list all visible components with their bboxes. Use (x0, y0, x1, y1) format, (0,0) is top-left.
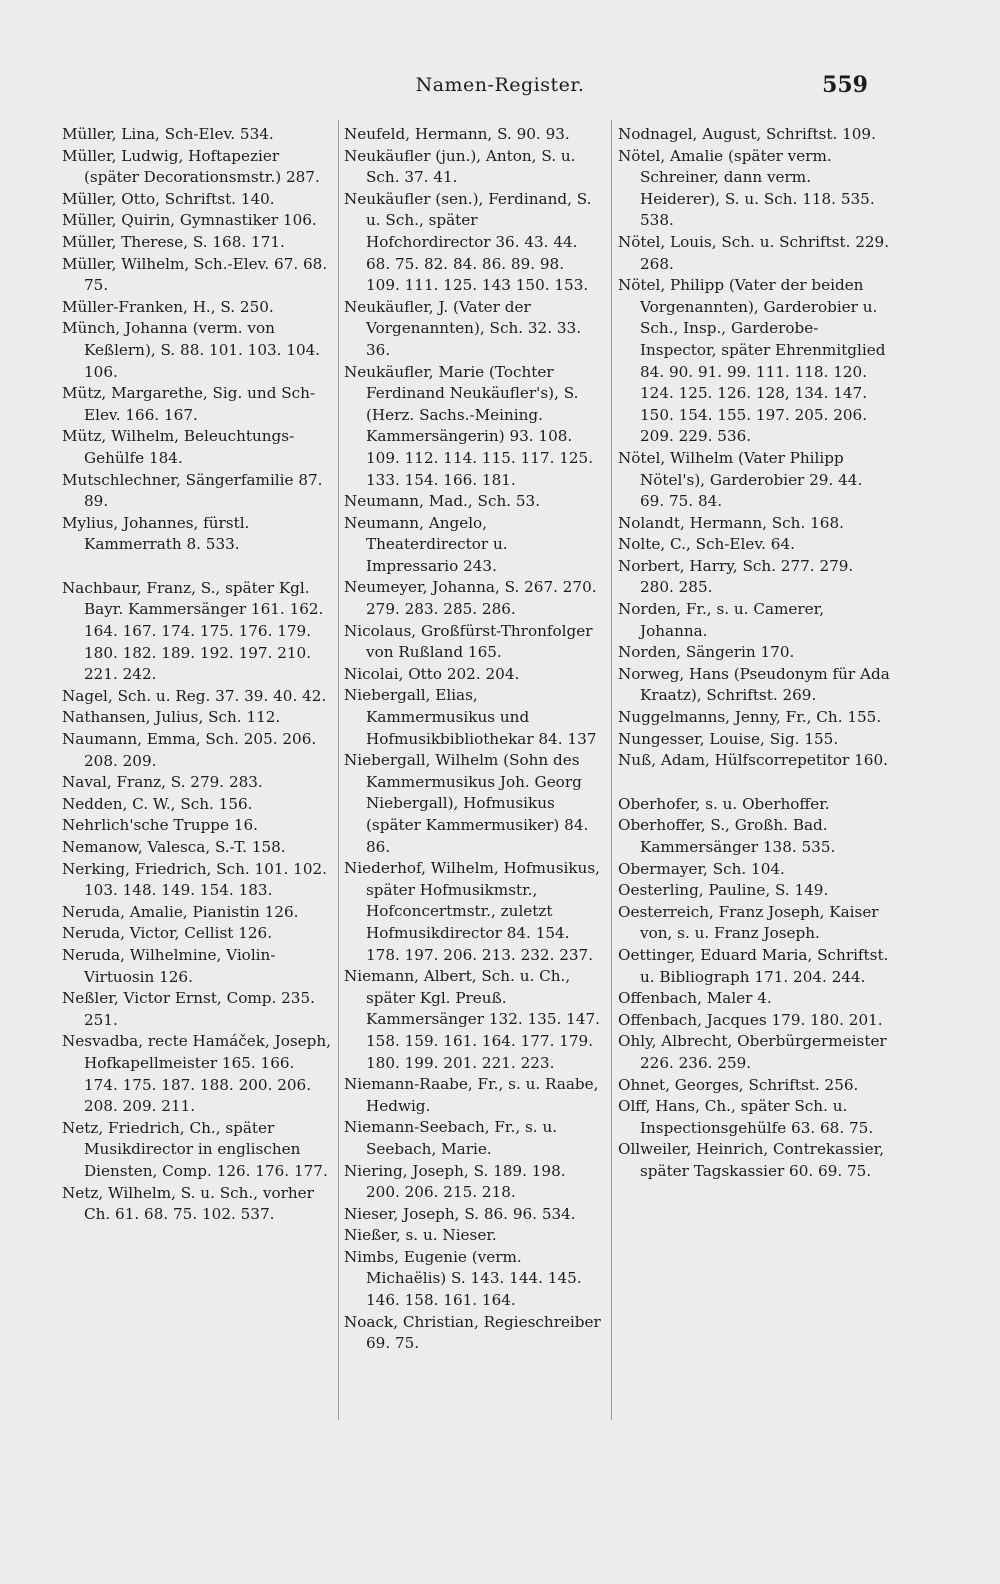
index-entry: Nicolai, Otto 202. 204. (344, 664, 520, 683)
index-entry: Niemann-Raabe, Fr., s. u. Raabe, Hedwig. (344, 1075, 599, 1115)
section-gap (618, 772, 890, 794)
index-entry: Nagel, Sch. u. Reg. 37. 39. 40. 42. (62, 686, 327, 705)
index-entry: Olff, Hans, Ch., später Sch. u. Inspectionsgehülfe 63. 68. 75. (618, 1097, 874, 1137)
index-entry: Neßler, Victor Ernst, Comp. 235. 251. (62, 989, 315, 1029)
index-entry: Neukäufler, J. (Vater der Vorgenannten), Sch. 32. 33. 36. (344, 297, 582, 359)
index-entry: Nuggelmanns, Jenny, Fr., Ch. 155. (618, 708, 882, 727)
index-entry: Mütz, Wilhelm, Beleuchtungs-Gehülfe 184. (62, 427, 295, 467)
index-column-1 (62, 124, 332, 1226)
index-entry: Niemann-Seebach, Fr., s. u. Seebach, Marie. (344, 1118, 558, 1158)
index-entry: Neukäufler, Marie (Tochter Ferdinand Neukäufler's), S. (Herz. Sachs.-Meining. Kammersängerin) 93. 108. 109. 112. 114. 115. 117. 125. 133. 154. 166. 181. (344, 362, 594, 489)
index-entry: Niebergall, Wilhelm (Sohn des Kammermusikus Joh. Georg Niebergall), Hofmusikus (später Kammermusiker) 84. 86. (344, 751, 589, 856)
index-entry: Nuß, Adam, Hülfscorrepetitor 160. (618, 751, 888, 770)
index-entry: Oberhoffer, S., Großh. Bad. Kammersänger 138. 535. (618, 816, 836, 856)
index-entry: Niering, Joseph, S. 189. 198. 200. 206. 215. 218. (344, 1161, 566, 1202)
index-entry: Nemanow, Valesca, S.-T. 158. (62, 838, 286, 856)
index-entry: Münch, Johanna (verm. von Keßlern), S. 88. 101. 103. 104. 106. (62, 319, 321, 381)
index-entry: Nehrlich'sche Truppe 16. (62, 816, 258, 835)
section-gap (62, 556, 332, 578)
index-entry: Müller, Wilhelm, Sch.-Elev. 67. 68. 75. (62, 254, 328, 295)
index-entry: Norbert, Harry, Sch. 277. 279. 280. 285. (618, 556, 854, 597)
index-entry: Nolte, C., Sch-Elev. 64. (618, 535, 795, 554)
index-entry: Ohly, Albrecht, Oberbürgermeister 226. 236. 259. (618, 1032, 887, 1072)
index-entry: Müller, Lina, Sch-Elev. 534. (62, 125, 274, 143)
index-column-3 (618, 124, 890, 1183)
index-entry: Nathansen, Julius, Sch. 112. (62, 708, 281, 727)
index-entry: Norden, Sängerin 170. (618, 643, 795, 662)
index-entry: Nötel, Louis, Sch. u. Schriftst. 229. 268. (618, 232, 890, 273)
index-entry: Müller, Quirin, Gymnastiker 106. (62, 211, 317, 230)
index-entry: Offenbach, Jacques 179. 180. 201. (618, 1010, 883, 1029)
index-entry: Nolandt, Hermann, Sch. 168. (618, 513, 844, 532)
index-entry: Netz, Friedrich, Ch., später Musikdirector in englischen Diensten, Comp. 126. 176. 177. (62, 1118, 328, 1180)
index-entry: Niebergall, Elias, Kammermusikus und Hofmusikbibliothekar 84. 137 (344, 686, 597, 748)
index-entry: Neukäufler (sen.), Ferdinand, S. u. Sch., später Hofchordirector 36. 43. 44. 68. 75. 82. 84. 86. 89. 98. 109. 111. 125. 143 150. 153. (344, 189, 592, 295)
index-entry: Mutschlechner, Sängerfamilie 87. 89. (62, 470, 323, 511)
index-entry: Nötel, Amalie (später verm. Schreiner, dann verm. Heiderer), S. u. Sch. 118. 535. 538. (618, 146, 875, 230)
index-entry: Neumeyer, Johanna, S. 267. 270. 279. 283. 285. 286. (344, 578, 597, 619)
index-entry: Nießer, s. u. Nieser. (344, 1226, 497, 1245)
index-entry: Neruda, Wilhelmine, Violin-Virtuosin 126. (62, 945, 276, 986)
index-entry: Oesterling, Pauline, S. 149. (618, 881, 829, 900)
index-entry: Nedden, C. W., Sch. 156. (62, 794, 253, 813)
index-entry: Norweg, Hans (Pseudonym für Ada Kraatz), Schriftst. 269. (618, 664, 890, 705)
column-divider (338, 120, 339, 1420)
index-entry: Neukäufler (jun.), Anton, S. u. Sch. 37. 41. (344, 146, 576, 187)
index-entry: Nimbs, Eugenie (verm. Michaëlis) S. 143. 144. 145. 146. 158. 161. 164. (344, 1247, 582, 1310)
index-entry: Nachbaur, Franz, S., später Kgl. Bayr. Kammersänger 161. 162. 164. 167. 174. 175. 176. 179. 180. 182. 189. 192. 197. 210. 221. 242. (62, 578, 324, 684)
index-entry: Neruda, Victor, Cellist 126. (62, 924, 273, 943)
index-entry: Norden, Fr., s. u. Camerer, Johanna. (618, 600, 825, 640)
index-entry: Müller, Ludwig, Hoftapezier (später Decorationsmstr.) 287. (62, 146, 320, 187)
index-entry: Müller, Otto, Schriftst. 140. (62, 189, 275, 208)
index-entry: Neumann, Mad., Sch. 53. (344, 492, 541, 511)
running-head: Namen-Register. (415, 74, 585, 96)
index-entry: Nicolaus, Großfürst-Thronfolger von Rußland 165. (344, 621, 593, 662)
index-entry: Naval, Franz, S. 279. 283. (62, 773, 263, 792)
index-entry: Nieser, Joseph, S. 86. 96. 534. (344, 1204, 576, 1223)
page-number: 559 (822, 72, 868, 98)
index-entry: Noack, Christian, Regieschreiber 69. 75. (344, 1312, 601, 1353)
index-entry: Oettinger, Eduard Maria, Schriftst. u. Bibliograph 171. 204. 244. (618, 945, 889, 986)
index-entry: Niederhof, Wilhelm, Hofmusikus, später Hofmusikmstr., Hofconcertmstr., zuletzt Hofmusikdirector 84. 154. 178. 197. 206. 213. 232. 237. (344, 859, 600, 964)
index-entry: Ollweiler, Heinrich, Contrekassier, später Tagskassier 60. 69. 75. (618, 1140, 885, 1180)
index-entry: Nodnagel, August, Schriftst. 109. (618, 125, 876, 143)
index-entry: Oesterreich, Franz Joseph, Kaiser von, s. u. Franz Joseph. (618, 902, 879, 943)
index-column-2 (344, 124, 602, 1355)
index-entry: Naumann, Emma, Sch. 205. 206. 208. 209. (62, 730, 317, 770)
index-entry: Neruda, Amalie, Pianistin 126. (62, 902, 299, 921)
index-entry: Nesvadba, recte Hamáček, Joseph, Hofkapellmeister 165. 166. 174. 175. 187. 188. 200. 206. 208. 209. 211. (62, 1032, 331, 1116)
index-entry: Mylius, Johannes, fürstl. Kammerrath 8. 533. (62, 513, 250, 554)
index-entry: Niemann, Albert, Sch. u. Ch., später Kgl. Preuß. Kammersänger 132. 135. 147. 158. 159. 161. 164. 177. 179. 180. 199. 201. 221. 223. (344, 967, 600, 1072)
index-entry: Nötel, Wilhelm (Vater Philipp Nötel's), Garderobier 29. 44. 69. 75. 84. (618, 448, 863, 511)
index-entry: Neufeld, Hermann, S. 90. 93. (344, 125, 570, 143)
index-entry: Müller, Therese, S. 168. 171. (62, 232, 285, 251)
index-entry: Obermayer, Sch. 104. (618, 859, 785, 878)
index-entry: Ohnet, Georges, Schriftst. 256. (618, 1075, 859, 1094)
index-entry: Nötel, Philipp (Vater der beiden Vorgenannten), Garderobier u. Sch., Insp., Garderobe-Inspector, später Ehrenmitglied 84. 90. 91. 99. 111. 118. 120. 124. 125. 126. 128, 134. 147. 150. 154. 155. 197. 205. 206. 209. 229. 536. (618, 276, 886, 446)
index-entry: Netz, Wilhelm, S. u. Sch., vorher Ch. 61. 68. 75. 102. 537. (62, 1183, 314, 1224)
column-divider (611, 120, 612, 1420)
index-entry: Nerking, Friedrich, Sch. 101. 102. 103. 148. 149. 154. 183. (62, 859, 327, 900)
index-entry: Müller-Franken, H., S. 250. (62, 297, 274, 316)
index-entry: Neumann, Angelo, Theaterdirector u. Impressario 243. (344, 513, 508, 575)
index-entry: Offenbach, Maler 4. (618, 989, 772, 1008)
index-entry: Mütz, Margarethe, Sig. und Sch-Elev. 166. 167. (62, 384, 316, 424)
index-entry: Nungesser, Louise, Sig. 155. (618, 729, 839, 748)
index-entry: Oberhofer, s. u. Oberhoffer. (618, 794, 830, 813)
